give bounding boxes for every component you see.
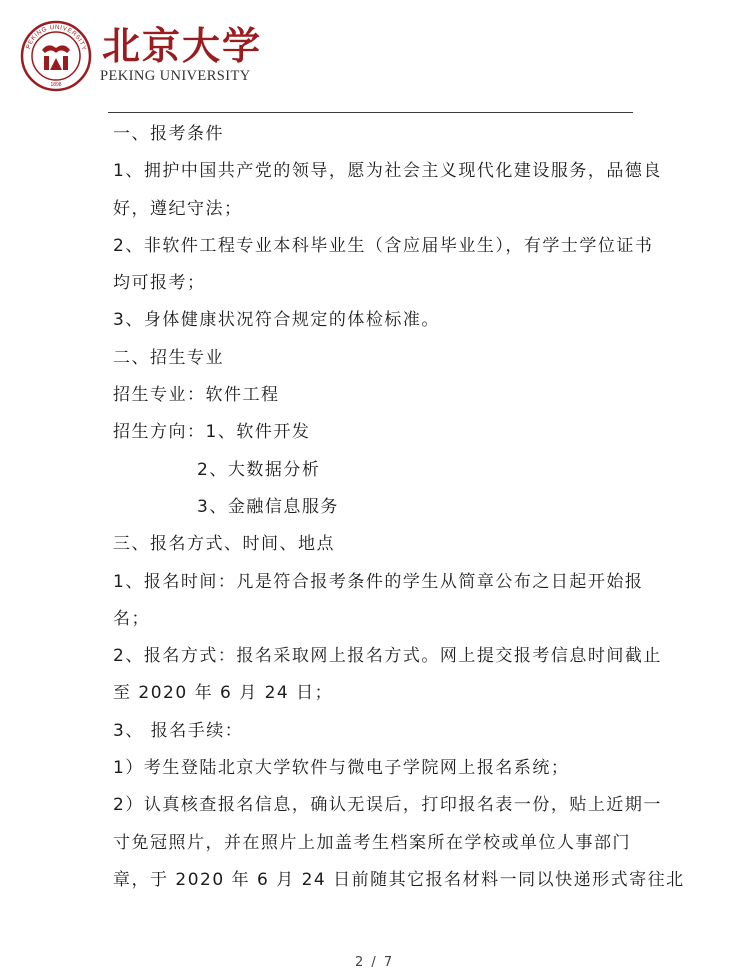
university-name-chinese: 北京大学 [102,23,263,68]
paragraph-line: 2）认真核查报名信息，确认无误后，打印报名表一份，贴上近期一 [113,795,662,816]
header-divider [108,112,633,113]
paragraph-line: 招生专业：软件工程 [113,385,280,406]
paragraph-line: 2、大数据分析 [197,459,321,480]
paragraph-line: 3、 报名手续： [113,720,244,741]
seal-ring-text: PEKING UNIVERSITY [25,23,88,52]
paragraph-line: 1、报名时间：凡是符合报考条件的学生从简章公布之日起开始报 [113,571,644,592]
university-seal-icon [20,20,92,92]
paragraph-line: 均可报考； [113,273,206,294]
paragraph-line: 2、非软件工程专业本科毕业生（含应届毕业生），有学士学位证书 [113,235,654,256]
page-number: 2 / 7 [355,955,395,970]
paragraph-line: 2、报名方式：报名采取网上报名方式。网上提交报考信息时间截止 [113,646,662,667]
section-heading: 一、报考条件 [113,124,224,144]
letterhead [20,20,320,100]
document-body [113,116,685,899]
paragraph-line: 章，于 2020 年 6 月 24 日前随其它报名材料一同以快递形式寄往北 [113,869,685,890]
university-name-english: PEKING UNIVERSITY [100,68,251,84]
paragraph-line: 好，遵纪守法； [113,198,243,219]
paragraph-line: 招生方向：1、软件开发 [113,422,311,443]
paragraph-line: 3、身体健康状况符合规定的体检标准。 [113,310,440,331]
paragraph-line: 3、金融信息服务 [197,496,339,517]
section-heading: 三、报名方式、时间、地点 [113,534,335,555]
paragraph-line: 名； [113,608,150,629]
paragraph-line: 1）考生登陆北京大学软件与微电子学院网上报名系统； [113,758,570,779]
section-heading: 二、招生专业 [113,347,224,368]
paragraph-line: 至 2020 年 6 月 24 日； [113,683,334,704]
paragraph-line: 寸免冠照片，并在照片上加盖考生档案所在学校或单位人事部门 [113,832,631,853]
paragraph-line: 1、拥护中国共产党的领导，愿为社会主义现代化建设服务，品德良 [113,161,662,182]
seal-year: 1898 [50,82,62,88]
